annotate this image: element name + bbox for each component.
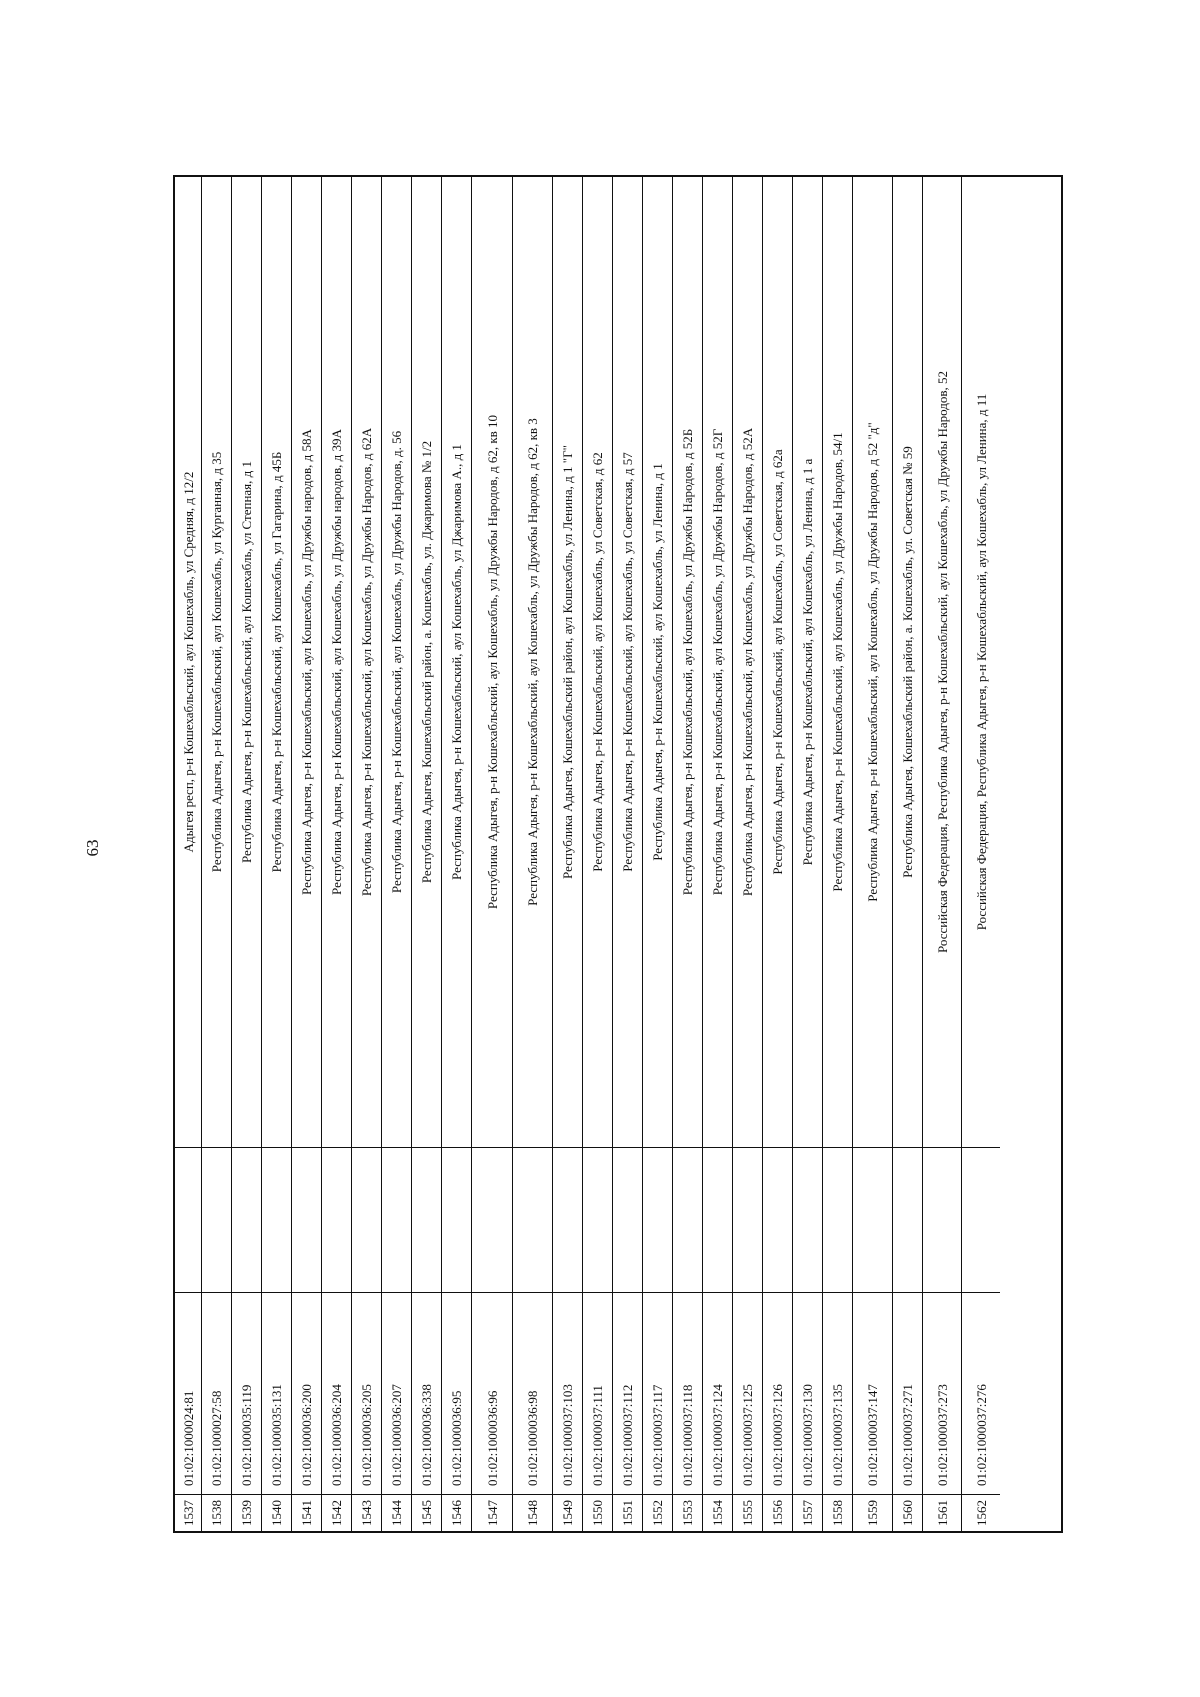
row-number-cell: 1545 (412, 1494, 441, 1531)
row-number-cell: 1542 (322, 1494, 351, 1531)
cadastral-number-cell: 01:02:1000036:98 (513, 1292, 552, 1494)
empty-cell (893, 1147, 922, 1292)
cadastral-number-cell: 01:02:1000036:205 (352, 1292, 381, 1494)
row-number-cell: 1557 (793, 1494, 822, 1531)
address-cell: Республика Адыгея, р-н Кошехабльский, аул Кошехабль, ул Дружбы Народов, д 62А (359, 427, 374, 897)
table-row (923, 177, 962, 1531)
table-row (823, 177, 853, 1531)
row-number-cell: 1561 (923, 1494, 961, 1531)
row-number-cell: 1543 (352, 1494, 381, 1531)
row-number-cell: 1538 (202, 1494, 231, 1531)
table-row (893, 177, 923, 1531)
row-number-cell: 1546 (442, 1494, 471, 1531)
empty-cell (412, 1147, 441, 1292)
row-number-cell: 1539 (232, 1494, 261, 1531)
cadastral-number-cell: 01:02:1000036:204 (322, 1292, 351, 1494)
row-number-cell: 1540 (262, 1494, 291, 1531)
cadastral-number-cell: 01:02:1000037:135 (823, 1292, 852, 1494)
address-cell: Республика Адыгея, р-н Кошехабльский, аул Кошехабль, ул Дружбы Народов, д 52Г (710, 428, 725, 896)
cadastral-number-cell: 01:02:1000037:117 (643, 1292, 672, 1494)
empty-cell (962, 1147, 1000, 1292)
empty-cell (175, 1147, 201, 1292)
table-row (472, 177, 513, 1531)
page-number: 63 (83, 839, 102, 857)
table-row (175, 177, 202, 1531)
empty-cell (553, 1147, 582, 1292)
row-number-cell: 1558 (823, 1494, 852, 1531)
table-row (763, 177, 793, 1531)
empty-cell (613, 1147, 642, 1292)
cadastral-number-cell: 01:02:1000035:131 (262, 1292, 291, 1494)
empty-cell (322, 1147, 351, 1292)
address-cell: Республика Адыгея, р-н Кошехабльский, аул Кошехабль, ул Дружбы Народов, д 52А (740, 427, 755, 897)
table-row (553, 177, 583, 1531)
empty-cell (262, 1147, 291, 1292)
empty-cell (442, 1147, 471, 1292)
row-number-cell: 1560 (893, 1494, 922, 1531)
registry-table (173, 175, 1063, 1533)
address-cell: Республика Адыгея, р-н Кошехабльский, аул Кошехабль, ул Гагарина, д 45Б (269, 451, 284, 873)
address-cell: Республика Адыгея, р-н Кошехабльский, аул Кошехабль, ул Дружбы народов, д 39А (329, 429, 344, 895)
address-cell: Республика Адыгея, р-н Кошехабльский, аул Кошехабль, ул Дружбы народов, д 58А (299, 429, 314, 895)
empty-cell (643, 1147, 672, 1292)
cadastral-number-cell: 01:02:1000037:118 (673, 1292, 702, 1494)
row-number-cell: 1553 (673, 1494, 702, 1531)
table-row (793, 177, 823, 1531)
empty-cell (923, 1147, 961, 1292)
cadastral-number-cell: 01:02:1000037:111 (583, 1292, 612, 1494)
empty-cell (583, 1147, 612, 1292)
address-cell: Российская Федерация, Республика Адыгея, р-н Кошехабльский, аул Кошехабль, ул Ленина, д 11 (973, 393, 989, 931)
row-number-cell: 1549 (553, 1494, 582, 1531)
row-number-cell: 1537 (175, 1494, 201, 1531)
table-row (513, 177, 553, 1531)
empty-cell (733, 1147, 762, 1292)
address-cell: Республика Адыгея, р-н Кошехабльский, аул Кошехабль, ул Джаримова А., д 1 (449, 444, 464, 880)
table-row (853, 177, 893, 1531)
address-cell: Республика Адыгея, р-н Кошехабльский, аул Кошехабль, ул Советская, д 62а (770, 449, 785, 875)
address-cell: Адыгея респ, р-н Кошехабльский, аул Кошехабль, ул Средняя, д 12/2 (180, 471, 196, 853)
table-row (673, 177, 703, 1531)
table-row (703, 177, 733, 1531)
address-cell: Республика Адыгея, р-н Кошехабльский, аул Кошехабль, ул Ленина, д 1 а (800, 458, 815, 866)
table-row (962, 177, 1000, 1531)
registry-table-body (175, 177, 1061, 1531)
cadastral-number-cell: 01:02:1000037:103 (553, 1292, 582, 1494)
address-cell: Республика Адыгея, р-н Кошехабльский, аул Кошехабль, ул Дружбы Народов, д 52Б (680, 428, 695, 896)
address-cell: Республика Адыгея, р-н Кошехабльский, аул Кошехабль, ул Дружбы Народов, д 62, кв 10 (484, 414, 500, 910)
address-cell: Республика Адыгея, р-н Кошехабльский, аул Кошехабль, ул Курганная, д 35 (209, 451, 224, 873)
address-cell: Республика Адыгея, р-н Кошехабльский, аул Кошехабль, ул Советская, д 62 (590, 452, 605, 872)
table-row (382, 177, 412, 1531)
table-row (643, 177, 673, 1531)
empty-cell (352, 1147, 381, 1292)
row-number-cell: 1556 (763, 1494, 792, 1531)
cadastral-number-cell: 01:02:1000036:200 (292, 1292, 321, 1494)
cadastral-number-cell: 01:02:1000036:95 (442, 1292, 471, 1494)
table-row (232, 177, 262, 1531)
address-cell: Республика Адыгея, р-н Кошехабльский, аул Кошехабль, ул Дружбы Народов, д 52 "д" (865, 422, 880, 902)
row-number-cell: 1559 (853, 1494, 892, 1531)
row-number-cell: 1548 (513, 1494, 552, 1531)
row-number-cell: 1544 (382, 1494, 411, 1531)
row-number-cell: 1552 (643, 1494, 672, 1531)
empty-cell (853, 1147, 892, 1292)
cadastral-number-cell: 01:02:1000036:338 (412, 1292, 441, 1494)
row-number-cell: 1562 (962, 1494, 1000, 1531)
cadastral-number-cell: 01:02:1000037:271 (893, 1292, 922, 1494)
cadastral-number-cell: 01:02:1000027:58 (202, 1292, 231, 1494)
address-cell: Республика Адыгея, Кошехабльский район, аул Кошехабль, ул Ленина, д 1 "Г" (560, 445, 575, 879)
cadastral-number-cell: 01:02:1000037:276 (962, 1292, 1000, 1494)
table-row (322, 177, 352, 1531)
empty-cell (703, 1147, 732, 1292)
row-number-cell: 1550 (583, 1494, 612, 1531)
row-number-cell: 1541 (292, 1494, 321, 1531)
address-cell: Республика Адыгея, р-н Кошехабльский, аул Кошехабль, ул Степная, д 1 (239, 460, 254, 864)
cadastral-number-cell: 01:02:1000037:125 (733, 1292, 762, 1494)
row-number-cell: 1555 (733, 1494, 762, 1531)
cadastral-number-cell: 01:02:1000036:96 (472, 1292, 512, 1494)
row-number-cell: 1554 (703, 1494, 732, 1531)
address-cell: Республика Адыгея, р-н Кошехабльский, аул Кошехабль, ул Дружбы Народов, д. 56 (389, 430, 404, 894)
address-cell: Российская Федерация, Республика Адыгея, р-н Кошехабльский, аул Кошехабль, ул Дружбы Народов, 52 (934, 370, 950, 954)
empty-cell (673, 1147, 702, 1292)
table-row (412, 177, 442, 1531)
empty-cell (823, 1147, 852, 1292)
address-cell: Республика Адыгея, р-н Кошехабльский, аул Кошехабль, ул Дружбы Народов, д 62, кв 3 (525, 418, 540, 906)
table-row (733, 177, 763, 1531)
cadastral-number-cell: 01:02:1000035:119 (232, 1292, 261, 1494)
empty-cell (292, 1147, 321, 1292)
row-number-cell: 1547 (472, 1494, 512, 1531)
address-cell: Республика Адыгея, Кошехабльский район, а. Кошехабль, ул. Джаримова № 1/2 (419, 440, 434, 884)
cadastral-number-cell: 01:02:1000037:130 (793, 1292, 822, 1494)
empty-cell (232, 1147, 261, 1292)
address-cell: Республика Адыгея, р-н Кошехабльский, аул Кошехабль, ул Советская, д 57 (620, 452, 635, 872)
cadastral-number-cell: 01:02:1000037:126 (763, 1292, 792, 1494)
empty-cell (472, 1147, 512, 1292)
empty-cell (382, 1147, 411, 1292)
cadastral-number-cell: 01:02:1000037:273 (923, 1292, 961, 1494)
empty-cell (763, 1147, 792, 1292)
table-row (583, 177, 613, 1531)
table-row (442, 177, 472, 1531)
cadastral-number-cell: 01:02:1000037:112 (613, 1292, 642, 1494)
cadastral-number-cell: 01:02:1000037:147 (853, 1292, 892, 1494)
row-number-cell: 1551 (613, 1494, 642, 1531)
empty-cell (202, 1147, 231, 1292)
table-row (352, 177, 382, 1531)
cadastral-number-cell: 01:02:1000037:124 (703, 1292, 732, 1494)
table-row (202, 177, 232, 1531)
address-cell: Республика Адыгея, р-н Кошехабльский, аул Кошехабль, ул Ленина, д 1 (650, 463, 665, 861)
address-cell: Республика Адыгея, Кошехабльский район, а. Кошехабль, ул. Советская № 59 (900, 446, 915, 878)
table-row (262, 177, 292, 1531)
empty-cell (793, 1147, 822, 1292)
table-row (613, 177, 643, 1531)
cadastral-number-cell: 01:02:1000036:207 (382, 1292, 411, 1494)
address-cell: Республика Адыгея, р-н Кошехабльский, аул Кошехабль, ул Дружбы Народов, 54/1 (830, 432, 845, 892)
empty-cell (513, 1147, 552, 1292)
cadastral-number-cell: 01:02:1000024:81 (175, 1292, 201, 1494)
table-row (292, 177, 322, 1531)
